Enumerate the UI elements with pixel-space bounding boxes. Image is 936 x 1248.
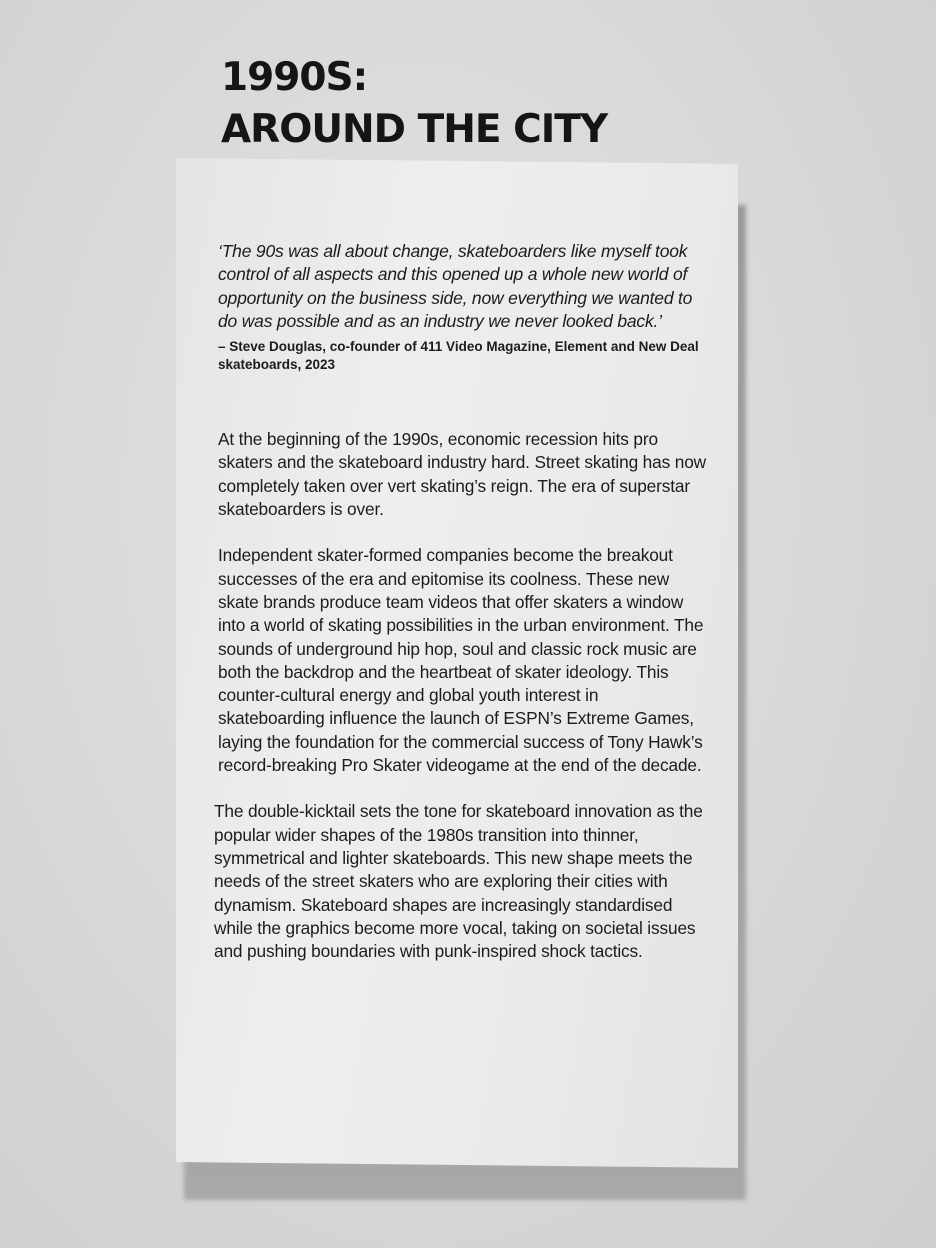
quote-attribution: – Steve Douglas, co-founder of 411 Video Magazine, Element and New Deal skateboards, 2023 <box>218 339 699 373</box>
paragraph-independent-companies: Independent skater-formed companies become the breakout successes of the era and epitomise its coolness. These new skate brands produce team videos that offer skaters a window into a world of skating possibilities in the urban environment. The sounds of underground hip hop, soul and classic rock music are both the backdrop and the heartbeat of skater ideology. This counter-cultural energy and global youth interest in skateboarding influence the launch of ESPN’s Extreme Games, laying the foundation for the commercial success of Tony Hawk’s record-breaking Pro Skater videogame at the end of the decade. <box>218 545 704 776</box>
paragraph-recession: At the beginning of the 1990s, economic recession hits pro skaters and the skateboard industry hard. Street skating has now completely taken over vert skating’s reign. The era of superstar skateboarders is over. <box>218 429 706 520</box>
paragraph-double-kicktail: The double-kicktail sets the tone for skateboard innovation as the popular wider shapes of the 1980s transition into thinner, symmetrical and lighter skateboards. This new shape meets the needs of the street skaters who are exploring their cities with dynamism. Skateboard shapes are increasingly standardised while the graphics become more vocal, taking on societal issues and pushing boundaries with punk-inspired shock tactics. <box>214 801 703 962</box>
quote-text: ‘The 90s was all about change, skateboarders like myself took control of all aspects and this opened up a whole new world of opportunity on the business side, now everything we wanted to do was possible and as an industry we never looked back.’ <box>218 241 693 331</box>
panel-content <box>214 240 708 963</box>
exhibit-title-line-2: AROUND THE CITY <box>221 107 608 152</box>
exhibit-title-line-1: 1990S: <box>221 55 368 100</box>
exhibit-title <box>221 52 607 156</box>
